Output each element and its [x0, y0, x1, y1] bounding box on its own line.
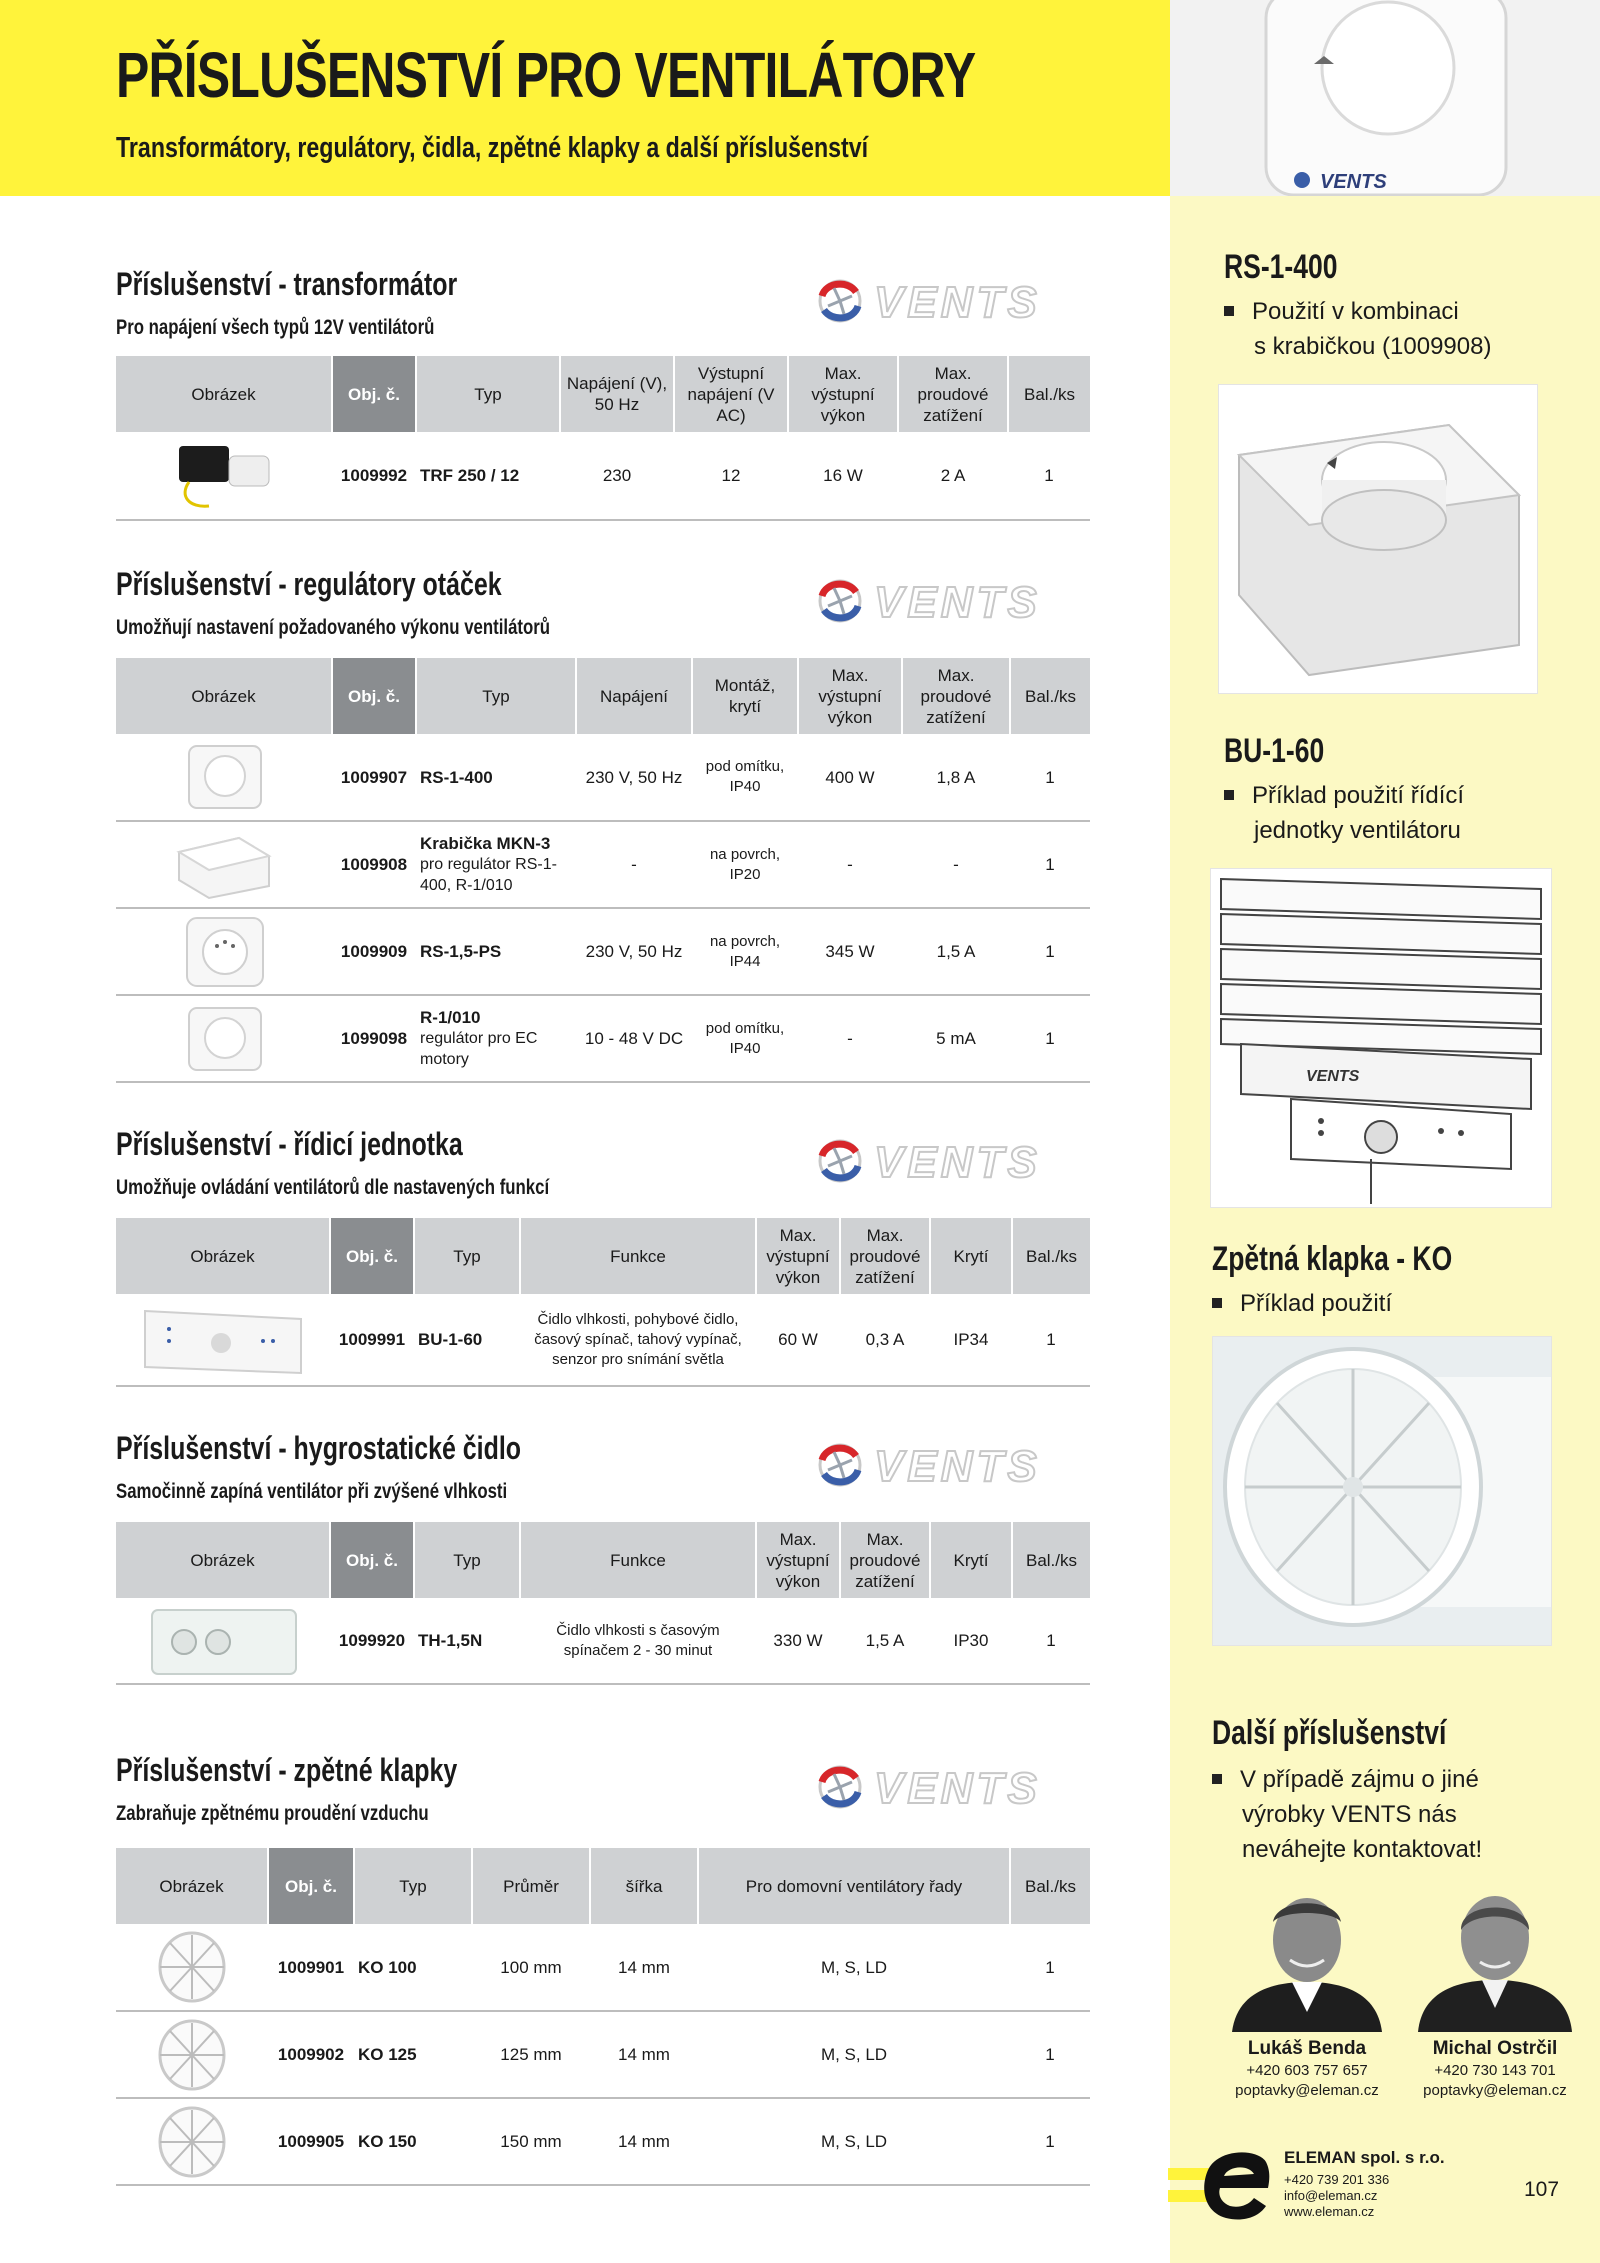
eleman-logo — [1168, 2146, 1278, 2226]
contact-name: Lukáš Benda — [1247, 2038, 1367, 2059]
col-header: Bal./ks — [1008, 356, 1090, 432]
section-subtitle: Pro napájení všech typů 12V ventilátorů — [116, 316, 435, 339]
svg-text:VENTS: VENTS — [874, 1442, 1041, 1490]
spec-table-hygrostat — [116, 1522, 1090, 1685]
col-header: šířka — [590, 1848, 698, 1924]
product-image — [116, 2098, 268, 2185]
svg-text:VENTS: VENTS — [874, 278, 1041, 326]
section-title: Příslušenství - hygrostatické čidlo — [116, 1430, 522, 1466]
product-image — [116, 1924, 268, 2011]
obj-cell: 1009905 — [268, 2098, 354, 2185]
value-cell: - — [798, 821, 902, 908]
rs-regulator-photo-top — [1170, 0, 1600, 196]
col-header: Obrázek — [116, 658, 332, 734]
value-cell: pod omítku, IP40 — [692, 734, 798, 821]
typ-cell: RS-1,5-PS — [416, 908, 576, 995]
footer-phone[interactable]: +420 739 201 336 — [1284, 2172, 1390, 2187]
col-header: Typ — [414, 1218, 520, 1294]
obj-cell: 1009909 — [332, 908, 416, 995]
typ-cell: KO 100 — [354, 1924, 472, 2011]
obj-cell: 1009901 — [268, 1924, 354, 2011]
contact-email[interactable]: poptavky@eleman.cz — [1423, 2082, 1567, 2099]
page-subtitle: Transformátory, regulátory, čidla, zpětné klapky a další příslušenství — [116, 132, 869, 164]
value-cell: IP34 — [930, 1294, 1012, 1386]
table-row — [116, 821, 1090, 908]
col-header: Montáž, krytí — [692, 658, 798, 734]
section-title: Příslušenství - regulátory otáček — [116, 566, 502, 602]
table-row — [116, 432, 1090, 520]
col-header: Obrázek — [116, 1218, 330, 1294]
value-cell: - — [798, 995, 902, 1082]
col-header: Max. výstupní výkon — [798, 658, 902, 734]
value-cell: 14 mm — [590, 2098, 698, 2185]
value-cell: 2 A — [898, 432, 1008, 520]
section-subtitle: Samočinně zapíná ventilátor při zvýšené vlhkosti — [116, 1480, 508, 1503]
page-header — [0, 0, 1170, 196]
table-row — [116, 1294, 1090, 1386]
avatar-lukas-benda — [1212, 1882, 1402, 2032]
col-header: Funkce — [520, 1218, 756, 1294]
value-cell: 1 — [1010, 734, 1090, 821]
section-subtitle: Umožňuje ovládání ventilátorů dle nastavených funkcí — [116, 1176, 550, 1199]
section-title: Příslušenství - zpětné klapky — [116, 1752, 458, 1788]
value-cell: 1,5 A — [840, 1598, 930, 1684]
value-cell: 60 W — [756, 1294, 840, 1386]
col-header: Max. proudové zatížení — [840, 1522, 930, 1598]
product-image — [116, 995, 332, 1082]
col-header: Typ — [416, 356, 560, 432]
value-cell: 150 mm — [472, 2098, 590, 2185]
product-image — [116, 734, 332, 821]
value-cell: 1 — [1008, 432, 1090, 520]
value-cell: 12 — [674, 432, 788, 520]
footer-web[interactable]: www.eleman.cz — [1284, 2204, 1375, 2219]
typ-cell: KO 125 — [354, 2011, 472, 2098]
col-header: Bal./ks — [1010, 1848, 1090, 1924]
bullet-square-icon — [1212, 1774, 1222, 1784]
sidebar-dalsi-title: Další příslušenství — [1212, 1714, 1447, 1752]
col-header: Napájení — [576, 658, 692, 734]
value-cell: 16 W — [788, 432, 898, 520]
contact-name: Michal Ostrčil — [1432, 2038, 1558, 2059]
value-cell: 1 — [1010, 908, 1090, 995]
col-header: Bal./ks — [1012, 1218, 1090, 1294]
obj-cell: 1009991 — [330, 1294, 414, 1386]
table-row — [116, 1924, 1090, 2011]
value-cell: 0,3 A — [840, 1294, 930, 1386]
col-header: Výstupní napájení (V AC) — [674, 356, 788, 432]
rs-box-photo — [1218, 384, 1538, 694]
col-header: Bal./ks — [1010, 658, 1090, 734]
spec-table-check-valves — [116, 1848, 1090, 2186]
obj-cell: 1009992 — [332, 432, 416, 520]
col-header: Pro domovní ventilátory řady — [698, 1848, 1010, 1924]
bullet-square-icon — [1224, 306, 1234, 316]
typ-cell: R-1/010 regulátor pro EC motory — [416, 995, 576, 1082]
sidebar-dalsi-bullet: V případě zájmu o jiné výrobky VENTS nás neváhejte kontaktovat! — [1212, 1762, 1482, 1867]
obj-cell: 1009907 — [332, 734, 416, 821]
obj-cell: 1009902 — [268, 2011, 354, 2098]
col-header: Obj. č. — [332, 356, 416, 432]
col-header: Obrázek — [116, 1522, 330, 1598]
col-header: Obrázek — [116, 356, 332, 432]
value-cell: 1 — [1012, 1598, 1090, 1684]
col-header: Napájení (V), 50 Hz — [560, 356, 674, 432]
value-cell: 400 W — [798, 734, 902, 821]
contact-email[interactable]: poptavky@eleman.cz — [1235, 2082, 1379, 2099]
spec-table-transformer — [116, 356, 1090, 521]
spec-table-regulators — [116, 658, 1090, 1083]
value-cell: pod omítku, IP40 — [692, 995, 798, 1082]
vents-logo-small: VENTS — [1320, 171, 1387, 193]
col-header: Max. výstupní výkon — [788, 356, 898, 432]
sidebar-rs-bullet: Použití v kombinaci s krabičkou (1009908) — [1224, 294, 1491, 364]
value-cell: 330 W — [756, 1598, 840, 1684]
function-cell: Čidlo vlhkosti s časovým spínačem 2 - 30 minut — [520, 1598, 756, 1684]
value-cell: 10 - 48 V DC — [576, 995, 692, 1082]
value-cell: M, S, LD — [698, 2098, 1010, 2185]
col-header: Obj. č. — [330, 1218, 414, 1294]
product-image — [116, 908, 332, 995]
value-cell: na povrch, IP44 — [692, 908, 798, 995]
col-header: Průměr — [472, 1848, 590, 1924]
section-title: Příslušenství - řídicí jednotka — [116, 1126, 463, 1162]
col-header: Typ — [354, 1848, 472, 1924]
svg-text:VENTS: VENTS — [1306, 1068, 1360, 1085]
col-header: Bal./ks — [1012, 1522, 1090, 1598]
value-cell: 230 V, 50 Hz — [576, 734, 692, 821]
col-header: Obj. č. — [332, 658, 416, 734]
spec-table-control-unit — [116, 1218, 1090, 1387]
product-image — [116, 432, 332, 520]
svg-text:VENTS: VENTS — [874, 1138, 1041, 1186]
value-cell: M, S, LD — [698, 1924, 1010, 2011]
table-row — [116, 1598, 1090, 1684]
section-subtitle: Umožňují nastavení požadovaného výkonu ventilátorů — [116, 616, 551, 639]
sidebar-rs-title: RS-1-400 — [1224, 248, 1338, 286]
product-image — [116, 2011, 268, 2098]
obj-cell: 1009908 — [332, 821, 416, 908]
page-title: PŘÍSLUŠENSTVÍ PRO VENTILÁTORY — [116, 39, 976, 111]
value-cell: 1 — [1010, 2098, 1090, 2185]
product-image — [116, 821, 332, 908]
col-header: Max. proudové zatížení — [898, 356, 1008, 432]
col-header: Max. výstupní výkon — [756, 1218, 840, 1294]
typ-cell: BU-1-60 — [414, 1294, 520, 1386]
avatar-michal-ostrcil — [1400, 1882, 1590, 2032]
col-header: Krytí — [930, 1522, 1012, 1598]
value-cell: 5 mA — [902, 995, 1010, 1082]
value-cell: 1 — [1010, 995, 1090, 1082]
svg-text:VENTS: VENTS — [874, 1764, 1041, 1812]
typ-cell: TH-1,5N — [414, 1598, 520, 1684]
sidebar — [1170, 196, 1600, 2263]
col-header: Funkce — [520, 1522, 756, 1598]
sidebar-bu-bullet: Příklad použití řídící jednotky ventilátoru — [1224, 778, 1464, 848]
value-cell: 345 W — [798, 908, 902, 995]
value-cell: 1 — [1012, 1294, 1090, 1386]
value-cell: - — [576, 821, 692, 908]
col-header: Typ — [416, 658, 576, 734]
table-row — [116, 995, 1090, 1082]
col-header: Max. proudové zatížení — [840, 1218, 930, 1294]
vents-logo — [812, 276, 1092, 326]
value-cell: 100 mm — [472, 1924, 590, 2011]
vents-logo — [812, 1762, 1092, 1812]
value-cell: - — [902, 821, 1010, 908]
vents-logo — [812, 1136, 1092, 1186]
contact-phone[interactable]: +420 730 143 701 — [1434, 2062, 1556, 2079]
contact-phone[interactable]: +420 603 757 657 — [1246, 2062, 1368, 2079]
value-cell: 1,8 A — [902, 734, 1010, 821]
col-header: Obrázek — [116, 1848, 268, 1924]
ko-valve-photo — [1212, 1336, 1552, 1646]
typ-cell: KO 150 — [354, 2098, 472, 2185]
value-cell: 14 mm — [590, 2011, 698, 2098]
col-header: Typ — [414, 1522, 520, 1598]
footer-email[interactable]: info@eleman.cz — [1284, 2188, 1378, 2203]
value-cell: 125 mm — [472, 2011, 590, 2098]
product-image — [116, 1598, 330, 1684]
typ-cell: TRF 250 / 12 — [416, 432, 560, 520]
vents-logo — [812, 576, 1092, 626]
col-header: Max. proudové zatížení — [902, 658, 1010, 734]
obj-cell: 1099920 — [330, 1598, 414, 1684]
bullet-square-icon — [1224, 790, 1234, 800]
value-cell: 14 mm — [590, 1924, 698, 2011]
table-row — [116, 734, 1090, 821]
col-header: Max. výstupní výkon — [756, 1522, 840, 1598]
value-cell: 1 — [1010, 1924, 1090, 2011]
sidebar-ko-title: Zpětná klapka - KO — [1212, 1240, 1453, 1278]
section-title: Příslušenství - transformátor — [116, 266, 458, 302]
table-row — [116, 908, 1090, 995]
value-cell: 1 — [1010, 821, 1090, 908]
product-image — [116, 1294, 330, 1386]
sidebar-bu-title: BU-1-60 — [1224, 732, 1325, 770]
vents-logo — [812, 1440, 1092, 1490]
value-cell: IP30 — [930, 1598, 1012, 1684]
typ-cell: Krabička MKN-3 pro regulátor RS-1-400, R-1/010 — [416, 821, 576, 908]
value-cell: 230 — [560, 432, 674, 520]
table-row — [116, 2098, 1090, 2185]
value-cell: na povrch, IP20 — [692, 821, 798, 908]
value-cell: M, S, LD — [698, 2011, 1010, 2098]
value-cell: 1,5 A — [902, 908, 1010, 995]
col-header: Obj. č. — [268, 1848, 354, 1924]
col-header: Obj. č. — [330, 1522, 414, 1598]
svg-text:VENTS: VENTS — [874, 578, 1041, 626]
bullet-square-icon — [1212, 1298, 1222, 1308]
table-row — [116, 2011, 1090, 2098]
function-cell: Čidlo vlhkosti, pohybové čidlo, časový spínač, tahový vypínač, senzor pro snímání světla — [520, 1294, 756, 1386]
col-header: Krytí — [930, 1218, 1012, 1294]
typ-cell: RS-1-400 — [416, 734, 576, 821]
bu-unit-photo — [1210, 868, 1552, 1208]
section-subtitle: Zabraňuje zpětnému proudění vzduchu — [116, 1802, 429, 1825]
value-cell: 1 — [1010, 2011, 1090, 2098]
page-number: 107 — [1524, 2178, 1560, 2201]
footer-company: ELEMAN spol. s r.o. — [1284, 2148, 1445, 2167]
value-cell: 230 V, 50 Hz — [576, 908, 692, 995]
obj-cell: 1099098 — [332, 995, 416, 1082]
sidebar-ko-bullet: Příklad použití — [1212, 1286, 1392, 1321]
